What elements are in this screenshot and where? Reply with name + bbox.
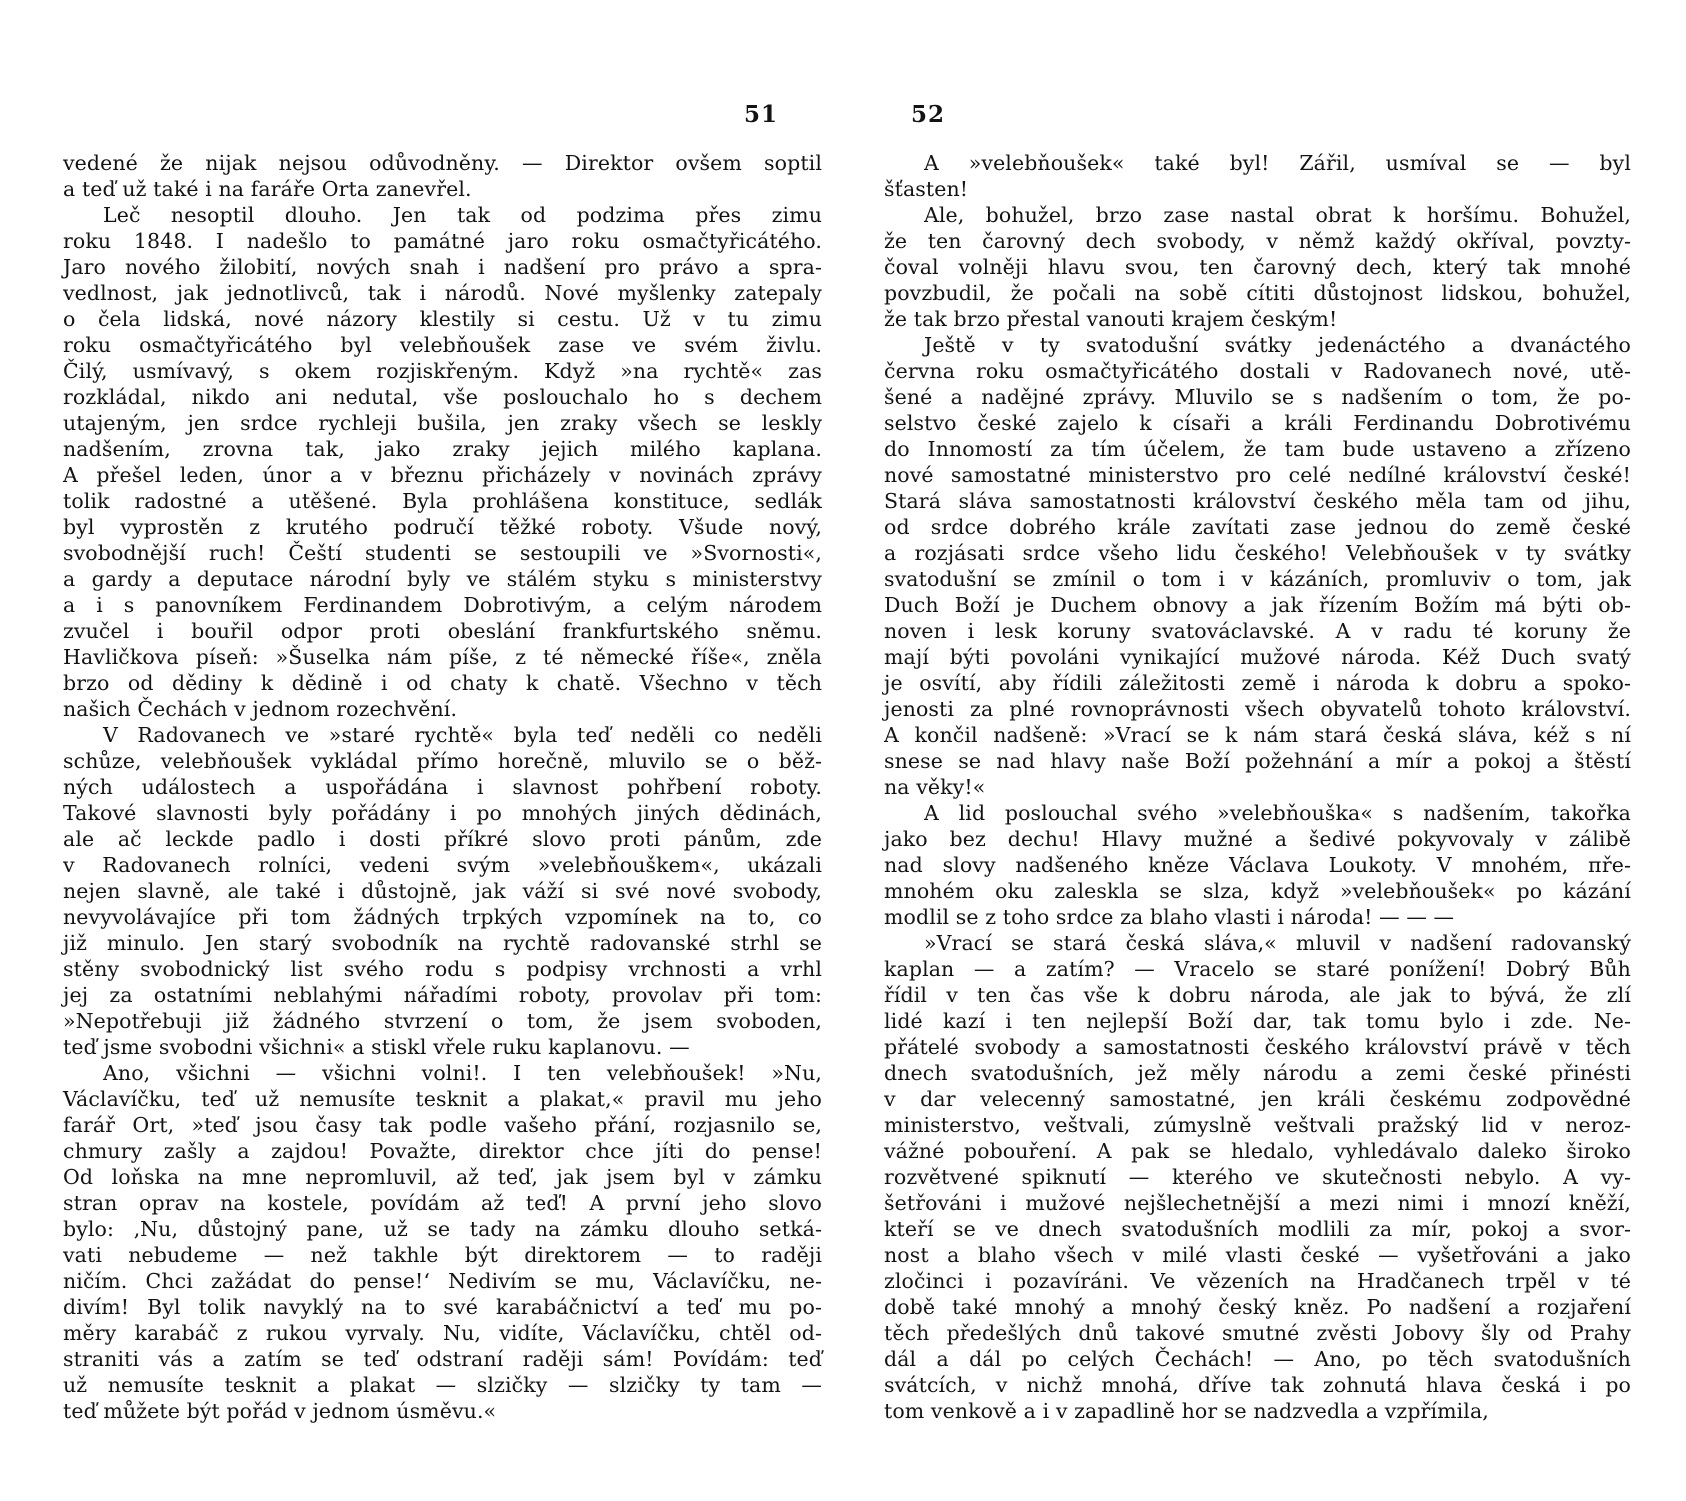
text-line: farář Ort, »teď jsou časy tak podle vašeho přání, rozjasnilo se,	[63, 1113, 822, 1137]
text-line: už nemusíte tesknit a plakat — slzičky — slzičky ty tam —	[63, 1373, 822, 1397]
text-line: teď jsme svobodni všichni« a stiskl vřele ruku kaplanovu. —	[63, 1035, 690, 1059]
text-line: bylo: ‚Nu, důstojný pane, už se tady na zámku dlouho setká-	[63, 1217, 822, 1241]
paragraph	[63, 202, 822, 722]
text-line: ničím. Chci zažádat do pense!‘ Nedivím se mu, Václavíčku, ne-	[63, 1269, 822, 1293]
text-line: že ten čarovný dech svobody, v němž každý okříval, povzty-	[884, 229, 1631, 253]
text-line: nejen slavně, ale také i důstojně, jak váží si své nové svobody,	[63, 879, 822, 903]
text-line: stran oprav na kostele, povídám až teď! A první jeho slovo	[63, 1191, 822, 1215]
text-line: na věky!«	[884, 775, 986, 799]
text-line: divím! Byl tolik navyklý na to své karabáčnictví a teď mu po-	[63, 1295, 822, 1319]
text-line: schůze, velebňoušek vykládal přímo horečně, mluvilo se o běž-	[63, 749, 822, 773]
paragraph	[63, 722, 822, 1060]
text-line: Duch Boží je Duchem obnovy a jak řízením Božím má býti ob-	[884, 593, 1631, 617]
text-line: povzbudil, že počali na sobě cítiti důstojnost lidskou, bohužel,	[884, 281, 1631, 305]
text-line: je osvítí, aby řídili záležitosti země i národa k dobru a spoko-	[884, 671, 1631, 695]
text-line: noven i lesk koruny svatováclavské. A v radu té koruny že	[884, 619, 1631, 643]
text-line: ných událostech a uspořádána i slavnost pohřbení roboty.	[63, 775, 822, 799]
text-line: byl vyprostěn z krutého područí těžké roboty. Všude nový,	[63, 515, 822, 539]
text-line: šené a nadějné zprávy. Mluvilo se s nadšením o tom, že po-	[884, 385, 1631, 409]
text-line: tolik radostné a utěšené. Byla prohlášena konstituce, sedlák	[63, 489, 822, 513]
text-line: vážné pobouření. A pak se hledalo, vyhledávalo daleko široko	[884, 1139, 1631, 1163]
text-line: roku 1848. I nadešlo to památné jaro roku osmačtyřicátého.	[63, 229, 822, 253]
text-line: »Nepotřebuji již žádného stvrzení o tom, že jsem svoboden,	[63, 1009, 822, 1033]
text-line: svobodnější ruch! Čeští studenti se sestoupili ve »Svornosti«,	[63, 541, 822, 565]
text-line: čoval volněji hlavu svou, ten čarovný dech, který tak mnohé	[884, 255, 1631, 279]
text-line: měry karabáč z rukou vyrvaly. Nu, vidíte, Václavíčku, chtěl od-	[63, 1321, 822, 1345]
text-line: v dar velecenný samostatné, jen králi českému zodpovědné	[884, 1087, 1631, 1111]
text-line: vati nebudeme — než takhle být direktorem — to raději	[63, 1243, 822, 1267]
text-line: chmury zašly a zajdou! Považte, direktor chce jíti do pense!	[63, 1139, 822, 1163]
text-line: o čela lidská, nové názory klestily si cestu. Už v tu zimu	[63, 307, 822, 331]
text-line: tom venkově a i v zapadlině hor se nadzvedla a vzpřímila,	[884, 1399, 1489, 1423]
paragraph	[884, 800, 1631, 930]
text-line: svatodušní se zmínil o tom i v kázáních, promluviv o tom, jak	[884, 567, 1631, 591]
text-line: nové samostatné ministerstvo pro celé nedílné království české!	[884, 463, 1631, 487]
paragraph	[884, 332, 1631, 800]
text-line: kaplan — a zatím? — Vracelo se staré ponížení! Dobrý Bůh	[884, 957, 1631, 981]
text-line: června roku osmačtyřicátého dostali v Radovanech nové, utě-	[884, 359, 1631, 383]
text-line: šetřováni i mužové nejšlechetnější a mezi nimi i mnozí kněží,	[884, 1191, 1631, 1215]
text-line: vedlnost, jak jednotlivců, tak i národů. Nové myšlenky zatepaly	[63, 281, 822, 305]
text-line: roku osmačtyřicátého byl velebňoušek zase ve svém živlu.	[63, 333, 822, 357]
text-line: jako bez dechu! Hlavy mužné a šedivé pokyvovaly v zálibě	[884, 827, 1631, 851]
text-line: Václavíčku, teď už nemusíte tesknit a plakat,« pravil mu jeho	[63, 1087, 822, 1111]
text-line: teď můžete být pořád v jednom úsměvu.«	[63, 1399, 497, 1423]
text-line: stěny svobodnický list svého rodu s podpisy vrchnosti a vrhl	[63, 957, 822, 981]
text-line: od srdce dobrého krále zavítati zase jednou do země české	[884, 515, 1631, 539]
text-line: mnohém oku zaleskla se slza, když »velebňoušek« po kázání	[884, 879, 1631, 903]
text-line: a teď už také i na faráře Orta zanevřel.	[63, 177, 472, 201]
text-line: svátcích, v nichž mnohá, dříve tak zohnutá hlava česká i po	[884, 1373, 1631, 1397]
paragraph	[63, 1060, 822, 1424]
right-page-text-column	[884, 150, 1631, 1424]
text-line: již minulo. Jen starý svobodník na rychtě radovanské strhl se	[63, 931, 822, 955]
text-line: Čilý, usmívavý, s okem rozjiskřeným. Když »na rychtě« zas	[63, 359, 822, 383]
text-line: ale ač leckde padlo i dosti příkré slovo proti pánům, zde	[63, 827, 822, 851]
text-line: snese se nad hlavy naše Boží požehnání a mír a pokoj a štěstí	[884, 749, 1631, 773]
text-line: a rozjásati srdce všeho lidu českého! Velebňoušek v ty svátky	[884, 541, 1631, 565]
text-line: nost a blaho všech v milé vlasti české — vyšetřováni a jako	[884, 1243, 1631, 1267]
text-line: našich Čechách v jednom rozechvění.	[63, 697, 458, 721]
text-line: Stará sláva samostatnosti království českého měla tam od jihu,	[884, 489, 1631, 513]
text-line: selstvo české zajelo k císaři a králi Ferdinandu Dobrotivému	[884, 411, 1631, 435]
text-line: dál a dál po celých Čechách! — Ano, po těch svatodušních	[884, 1347, 1631, 1371]
text-line: rozkládal, nikdo ani nedutal, vše poslouchalo ho s dechem	[63, 385, 822, 409]
paragraph	[884, 202, 1631, 332]
text-line: těch předešlých dnů takové smutné zvěsti Jobovy šly od Prahy	[884, 1321, 1631, 1345]
text-line: Ano, všichni — všichni volni!. I ten velebňoušek! »Nu,	[103, 1061, 822, 1085]
text-line: době také mnohý a mnohý český kněz. Po nadšení a rozjaření	[884, 1295, 1631, 1319]
paragraph	[884, 930, 1631, 1424]
paragraph	[884, 150, 1631, 202]
text-line: »Vrací se stará česká sláva,« mluvil v nadšení radovanský	[924, 931, 1631, 955]
paragraph	[63, 150, 822, 202]
text-line: přátelé svobody a samostatnosti českého království právě v těch	[884, 1035, 1631, 1059]
page-number-right: 52	[911, 101, 946, 128]
text-line: jenosti za plné rovnoprávnosti všech obyvatelů tohoto království.	[884, 697, 1631, 721]
text-line: Ale, bohužel, brzo zase nastal obrat k horšímu. Bohužel,	[924, 203, 1631, 227]
text-line: vedené že nijak nejsou odůvodněny. — Direktor ovšem soptil	[63, 151, 822, 175]
text-line: A »velebňoušek« také byl! Zářil, usmíval se — byl	[924, 151, 1631, 175]
text-line: dnech svatodušních, jež měly národu a zemi české přinésti	[884, 1061, 1631, 1085]
text-line: straniti vás a zatím se teď odstraní raději sám! Povídám: teď	[63, 1347, 822, 1371]
text-line: v Radovanech rolníci, vedeni svým »velebňouškem«, ukázali	[63, 853, 822, 877]
text-line: lidé kazí i ten nejlepší Boží dar, tak tomu bylo i zde. Ne-	[884, 1009, 1631, 1033]
text-line: A lid poslouchal svého »velebňouška« s nadšením, takořka	[924, 801, 1631, 825]
text-line: utajeným, jen srdce rychleji bušila, jen zraky všech se leskly	[63, 411, 822, 435]
text-line: mají býti povoláni vynikající mužové národa. Kéž Duch svatý	[884, 645, 1631, 669]
text-line: a gardy a deputace národní byly ve stálém styku s ministerstvy	[63, 567, 822, 591]
text-line: nevyvolávajíce při tom žádných trpkých vzpomínek na to, co	[63, 905, 822, 929]
text-line: V Radovanech ve »staré rychtě« byla teď neděli co neděli	[103, 723, 822, 747]
text-line: do Innomostí za tím účelem, že tam bude ustaveno a zřízeno	[884, 437, 1631, 461]
text-line: nadšením, zrovna tak, jako zraky jejich milého kaplana.	[63, 437, 822, 461]
text-line: Od loňska na mne nepromluvil, až teď, jak jsem byl v zámku	[63, 1165, 822, 1189]
page-number-left: 51	[744, 101, 779, 128]
text-line: šťasten!	[884, 177, 969, 201]
text-line: brzo od dědiny k dědině i od chaty k chatě. Všechno v těch	[63, 671, 822, 695]
text-line: A končil nadšeně: »Vrací se k nám stará česká sláva, kéž s ní	[884, 723, 1631, 747]
text-line: kteří se ve dnech svatodušních modlili za mír, pokoj a svor-	[884, 1217, 1631, 1241]
left-page-text-column	[63, 150, 822, 1424]
text-line: Takové slavnosti byly pořádány i po mnohých jiných dědinách,	[63, 801, 822, 825]
text-line: rozvětvené spiknutí — kterého ve skutečnosti nebylo. A vy-	[884, 1165, 1631, 1189]
text-line: a i s panovníkem Ferdinandem Dobrotivým, a celým národem	[63, 593, 822, 617]
text-line: zločinci i pozavíráni. Ve vězeních na Hradčanech trpěl v té	[884, 1269, 1631, 1293]
text-line: řídil v ten čas vše k dobru národa, ale jak to bývá, že zlí	[884, 983, 1631, 1007]
text-line: Jaro nového žilobití, nových snah i nadšení pro právo a spra-	[63, 255, 822, 279]
text-line: jej za ostatními neblahými nářadími roboty, provolav při tom:	[63, 983, 822, 1007]
text-line: Ještě v ty svatodušní svátky jedenáctého a dvanáctého	[924, 333, 1631, 357]
text-line: zvučel i bouřil odpor proti obeslání frankfurtského sněmu.	[63, 619, 822, 643]
text-line: nad slovy nadšeného kněze Václava Loukoty. V mnohém, пře-	[884, 853, 1631, 877]
text-line: modlil se z toho srdce za blaho vlasti i národa! — — —	[884, 905, 1455, 929]
text-line: že tak brzo přestal vanouti krajem českým!	[884, 307, 1338, 331]
text-line: ministerstvo, veštvali, zúmyslně veštvali pražský lid v neroz-	[884, 1113, 1631, 1137]
text-line: A přešel leden, únor a v březnu přicházely v novinách zprávy	[63, 463, 822, 487]
text-line: Leč nesoptil dlouho. Jen tak od podzima přes zimu	[103, 203, 822, 227]
text-line: Havličkova píseň: »Šuselka nám píše, z té německé říše«, zněla	[63, 645, 822, 669]
